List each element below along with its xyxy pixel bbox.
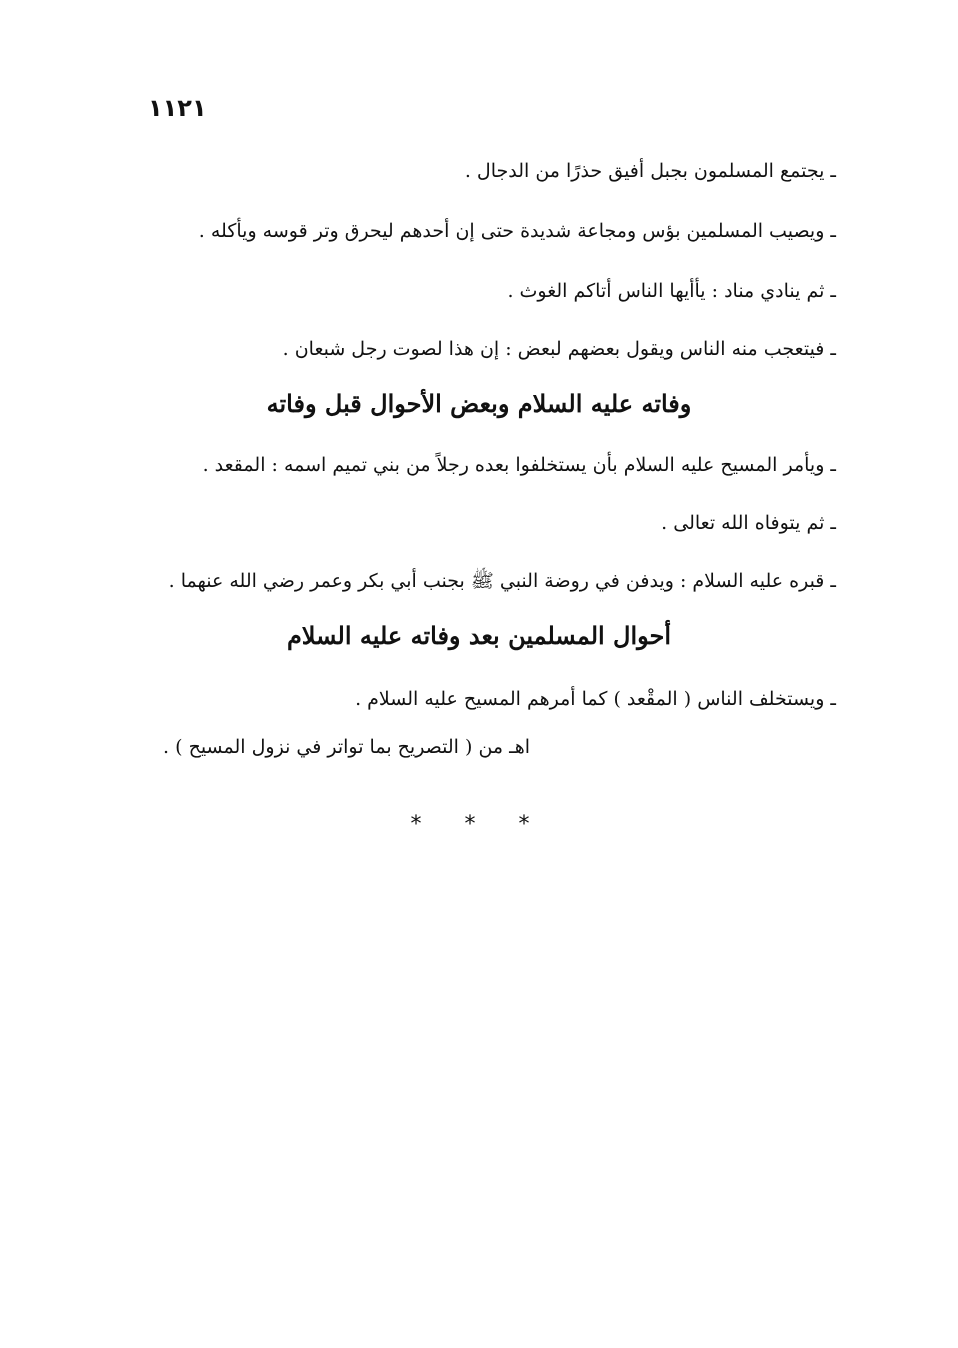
text-line: ـ قبره عليه السلام : ويدفن في روضة النبي ﷺ بجنب أبي بكر وعمر رضي الله عنهما .	[168, 570, 836, 592]
section-separator: * * *	[410, 812, 548, 837]
text-line: ـ ثم ينادي مناد : يأأيها الناس أتاكم الغوث .	[507, 280, 836, 302]
text-line: ـ ثم يتوفاه الله تعالى .	[661, 512, 836, 534]
text-line: ـ ويصيب المسلمين بؤس ومجاعة شديدة حتى إن أحدهم ليحرق وتر قوسه ويأكله .	[198, 220, 836, 242]
section-heading: أحوال المسلمين بعد وفاته عليه السلام	[286, 621, 672, 650]
text-line: ـ ويأمر المسيح عليه السلام بأن يستخلفوا بعده رجلاً من بني تميم اسمه : المقعد .	[202, 454, 836, 476]
section-heading: وفاته عليه السلام وبعض الأحوال قبل وفاته	[266, 389, 692, 418]
page-number: ١١٢١	[148, 94, 207, 122]
text-line: ـ ويستخلف الناس ( المقْعد ) كما أمرهم المسيح عليه السلام .	[355, 688, 836, 710]
text-line: ـ فيتعجب منه الناس ويقول بعضهم لبعض : إن هذا لصوت رجل شبعان .	[282, 338, 836, 360]
source-citation: اهـ من ( التصريح بما تواتر في نزول المسيح ) .	[163, 736, 530, 758]
text-line: ـ يجتمع المسلمون بجبل أفيق حذرًا من الدجال .	[464, 160, 836, 182]
